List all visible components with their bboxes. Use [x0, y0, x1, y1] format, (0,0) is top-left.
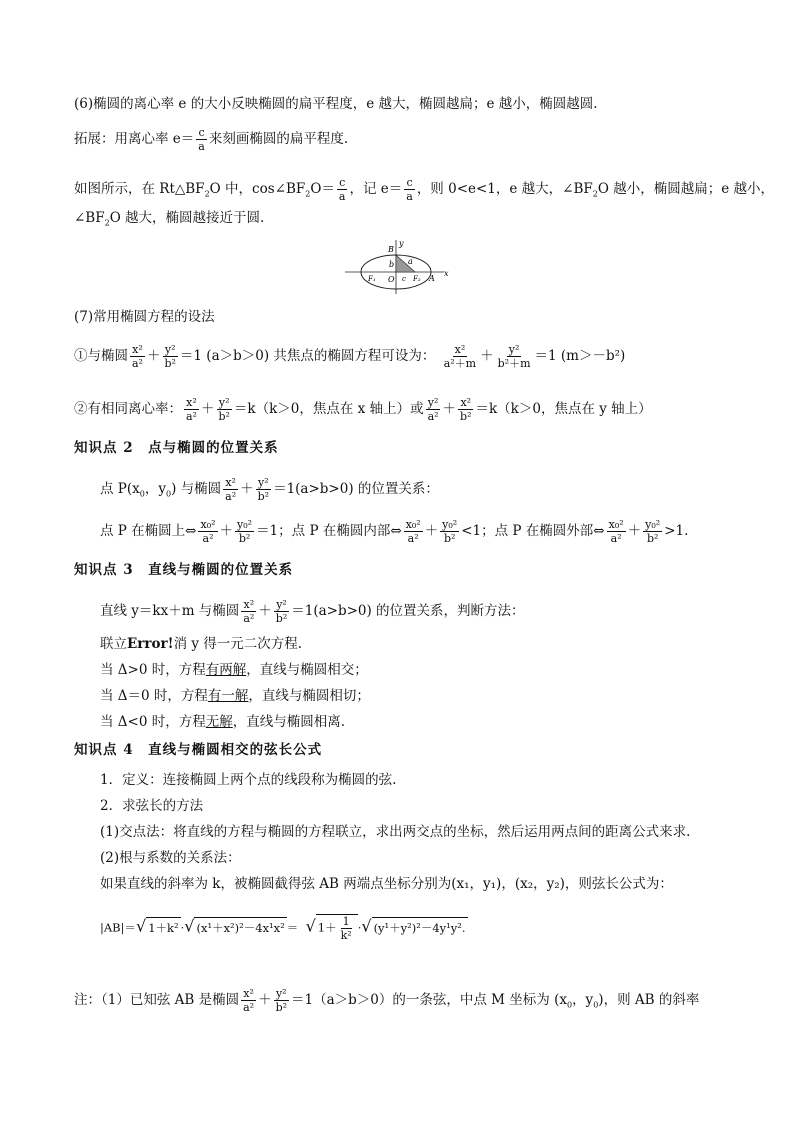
line-point-ellipse-relation: 点 $P(x_0$，$y_0$) 与椭圆 $\frac{\text{x²}}{\text{a²}}$ ＋ $\frac{\text{y²}}{\text{b²}}$ ＝1(a>b>0) 的位置关系： — [100, 476, 439, 503]
label-B: B — [388, 245, 394, 254]
line-same-eccentricity: ②有相同离心率： $\frac{\text{x²}}{\text{a²}}$ ＋ $\frac{\text{y²}}{\text{b²}}$ ＝k（k＞0，焦点在 x 轴上）或 $\frac{\text{y²}}{\text{a²}}$ ＋ $\frac{\text{x²}}{\text{b²}}$ ＝k（k＞0，焦点在 y 轴上） — [74, 396, 652, 423]
label-a: a — [408, 257, 413, 266]
line-figure-description: 如图所示，在 $Rt\triangle BF_2O$ 中，$\cos\angle BF_2O=$ $\frac{c}{a}$ ，记 e＝ $\frac{c}{a}$ ，则 0<e<1，e 越大，$\angle BF_2O$ 越小，椭圆越扁；e 越小， — [74, 176, 775, 203]
line-simultaneous: 联立Error!消 y 得一元二次方程. — [100, 636, 303, 652]
line-note-midpoint: 注：（1）已知弦 AB 是椭圆 $\frac{\text{x²}}{\text{a²}}$ ＋ $\frac{\text{y²}}{\text{b²}}$ ＝1（a＞b＞0）的一条弦，中点 M 坐标为 ($x_0$，$y_0$)，则 AB 的斜率 — [74, 987, 700, 1014]
line-confocal-ellipse: ①与椭圆 $\frac{\text{x²}}{\text{a²}}$ ＋ $\frac{\text{y²}}{\text{b²}}$ ＝1 (a＞b＞0) 共焦点的椭圆方程可设为： $\frac{\text{x²}}{\text{a²＋m}}$ ＋ $\frac{\text{y²}}{\text{b²＋m}}$ ＝1 (m＞－b²) — [74, 343, 626, 370]
label-F2: F₂ — [413, 275, 421, 283]
line-6-eccentricity: (6)椭圆的离心率 e 的大小反映椭圆的扁平程度，e 越大，椭圆越扁；e 越小，椭圆越圆. — [74, 96, 598, 112]
line-slope-description: 如果直线的斜率为 k，被椭圆截得弦 AB 两端点坐标分别为(x₁，y₁)，(x₂，y₂)，则弦长公式为： — [100, 876, 673, 892]
ellipse-figure — [340, 236, 452, 296]
line-chord-methods: 2．求弦长的方法 — [100, 798, 204, 814]
line-delta-negative: 当 Δ<0 时，方程无解，直线与椭圆相离. — [100, 714, 346, 730]
label-O: O — [388, 275, 395, 284]
label-b: b — [389, 260, 395, 269]
line-chord-definition: 1．定义：连接椭圆上两个点的线段称为椭圆的弦. — [100, 772, 397, 788]
line-delta-zero: 当 Δ＝0 时，方程有一解，直线与椭圆相切； — [100, 688, 370, 704]
heading-knowledge-point-4: 知识点 4 直线与椭圆相交的弦长公式 — [74, 742, 323, 758]
line-intersection-method: (1)交点法：将直线的方程与椭圆的方程联立，求出两交点的坐标，然后运用两点间的距离公式来求. — [100, 824, 691, 840]
line-figure-description-cont: $\angle BF_2O$ 越大，椭圆越接近于圆. — [74, 210, 265, 228]
line-extension: 拓展：用离心率 e＝ $\frac{c}{a}$ 来刻画椭圆的扁平程度. — [74, 126, 349, 153]
label-A: A — [429, 274, 435, 283]
label-x: x — [444, 269, 449, 278]
line-delta-positive: 当 Δ>0 时，方程有两解，直线与椭圆相交； — [100, 662, 368, 678]
heading-knowledge-point-3: 知识点 3 直线与椭圆的位置关系 — [74, 562, 294, 578]
heading-knowledge-point-2: 知识点 2 点与椭圆的位置关系 — [74, 440, 279, 456]
line-point-position-cases: 点 P 在椭圆上⇔ $\frac{\text{x₀²}}{\text{a²}}$ ＋ $\frac{\text{y₀²}}{\text{b²}}$ ＝1；点 P 在椭圆内部⇔ $\frac{\text{x₀²}}{\text{a²}}$ ＋ $\frac{\text{y₀²}}{\text{b²}}$ <1；点 P 在椭圆外部⇔ $\frac{\text{x₀²}}{\text{a²}}$ ＋ $\frac{\text{y₀²}}{\text{b²}}$ >1. — [100, 518, 689, 545]
fraction-c-a: $\frac{c}{a}$ — [198, 126, 205, 153]
line-line-ellipse-relation: 直线 y＝kx＋m 与椭圆 $\frac{\text{x²}}{\text{a²}}$ ＋ $\frac{\text{y²}}{\text{b²}}$ ＝1(a>b>0) 的位置关系，判断方法： — [100, 598, 525, 625]
label-c: c — [402, 275, 406, 283]
line-vieta-method: (2)根与系数的关系法： — [100, 850, 241, 866]
label-F1: F₁ — [368, 275, 376, 283]
line-7-common-forms: (7)常用椭圆方程的设法 — [74, 309, 215, 325]
line-chord-length-formula: |AB|＝√ 1＋k² ·√ (x¹＋x²)²－4x¹x² ＝ √ 1＋ $\frac{1}{\text{k²}}$ ·√ (y¹＋y²)²－4y¹y². — [100, 915, 466, 942]
label-y: y — [399, 239, 404, 248]
